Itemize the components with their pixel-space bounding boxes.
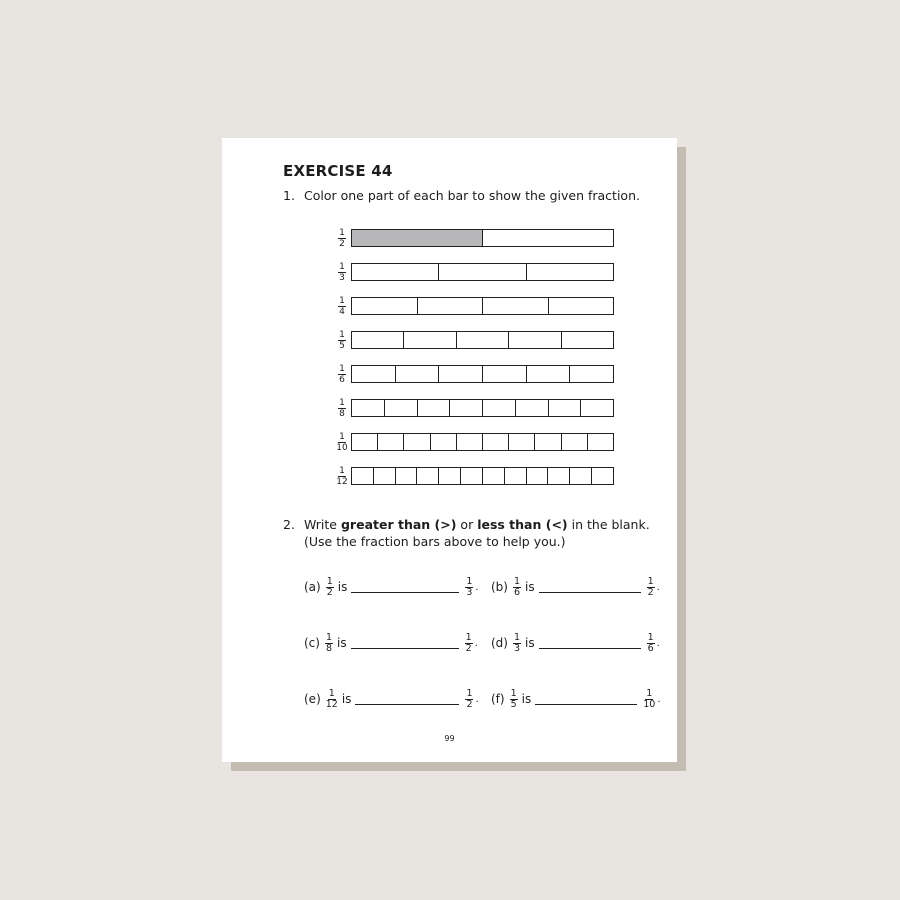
fraction-denominator: 5 [510,698,517,710]
fraction-label [335,330,349,351]
fraction-numerator: 1 [339,466,345,476]
bar-segment[interactable] [570,366,613,382]
fraction-label [335,432,349,453]
fraction-denominator: 2 [465,642,472,654]
right-fraction [465,633,473,654]
fraction-bar[interactable] [351,365,614,383]
fraction-numerator: 1 [339,398,345,408]
bar-segment[interactable] [562,332,613,348]
right-fraction [647,633,655,654]
question-2-number: 2. [283,517,295,532]
comparison-label: (c) [304,636,320,650]
fraction-denominator: 2 [466,698,473,710]
bar-segment[interactable] [378,434,404,450]
fraction-label [335,364,349,385]
fraction-numerator: 1 [339,364,345,374]
fraction-bar-row [335,228,625,250]
fraction-bar-row [335,296,625,318]
fraction-bar-row [335,262,625,284]
comparison-item [304,630,478,656]
bar-segment[interactable] [352,468,374,484]
fraction-bar[interactable] [351,467,614,485]
fraction-bar[interactable] [351,433,614,451]
question-2-text-middle: or [456,517,478,532]
bar-segment[interactable] [527,264,613,280]
fraction-bar[interactable] [351,331,614,349]
fraction-numerator: 1 [466,687,473,699]
bar-segment[interactable] [450,400,483,416]
answer-blank[interactable] [355,692,459,705]
bar-segment[interactable] [570,468,592,484]
is-text: is [341,692,352,706]
comparison-label: (f) [491,692,505,706]
fraction-numerator: 1 [339,296,345,306]
bar-segment[interactable] [396,468,418,484]
bar-segment[interactable] [562,434,588,450]
fraction-bar[interactable] [351,297,614,315]
bar-segment[interactable] [352,332,404,348]
bar-segment[interactable] [418,400,451,416]
fraction-bar-row [335,398,625,420]
comparison-item [491,574,660,600]
fraction-numerator: 1 [325,631,333,643]
fraction-bar[interactable] [351,263,614,281]
bar-segment[interactable] [527,468,549,484]
question-1-number: 1. [283,188,295,203]
fraction-numerator: 1 [328,687,335,699]
bar-segment[interactable] [588,434,613,450]
bar-segment[interactable] [527,366,571,382]
left-fraction [326,689,338,710]
fraction-label [335,228,349,249]
is-text: is [521,692,532,706]
bar-segment[interactable] [457,434,483,450]
period: . [474,637,478,649]
fraction-bar-row [335,466,625,488]
right-fraction [465,689,473,710]
bar-segment[interactable] [483,298,549,314]
comparison-label: (d) [491,636,508,650]
bar-segment[interactable] [374,468,396,484]
bar-segment[interactable] [396,366,440,382]
bar-segment[interactable] [385,400,418,416]
left-fraction [513,633,521,654]
worksheet-page [222,138,677,762]
comparison-label: (b) [491,580,508,594]
fraction-bar-row [335,432,625,454]
fraction-numerator: 1 [339,432,345,442]
fraction-numerator: 1 [510,687,517,699]
period: . [656,581,660,593]
bar-segment[interactable] [549,400,582,416]
fraction-label [335,296,349,317]
bar-segment[interactable] [483,400,516,416]
fraction-numerator: 1 [513,575,521,587]
answer-blank[interactable] [539,636,641,649]
bar-segment[interactable] [483,230,613,246]
fraction-denominator: 6 [339,375,345,385]
fraction-numerator: 1 [647,575,654,587]
fraction-denominator: 6 [513,586,521,598]
question-1-text: Color one part of each bar to show the given fraction. [304,188,640,203]
right-fraction [647,577,655,598]
question-2-text-before: Write [304,517,341,532]
bar-segment-colored[interactable] [352,230,483,246]
bar-segment[interactable] [431,434,457,450]
right-fraction [643,689,655,710]
fraction-label [335,398,349,419]
bar-segment[interactable] [505,468,527,484]
fraction-denominator: 8 [325,642,333,654]
exercise-title: EXERCISE 44 [283,162,393,180]
fraction-denominator: 2 [339,239,345,249]
bar-segment[interactable] [417,468,439,484]
comparison-label: (e) [304,692,321,706]
fraction-denominator: 3 [339,273,345,283]
bar-segment[interactable] [439,264,526,280]
is-text: is [337,636,347,650]
fraction-numerator: 1 [646,687,653,699]
fraction-denominator: 10 [336,443,348,453]
bar-segment[interactable] [535,434,561,450]
is-text: is [337,580,348,594]
fraction-label [335,262,349,283]
question-2-text-after: in the blank. [567,517,650,532]
fraction-bar-row [335,330,625,352]
fraction-denominator: 2 [647,586,654,598]
fraction-denominator: 4 [339,307,345,317]
fraction-denominator: 3 [466,586,473,598]
bar-segment[interactable] [483,366,527,382]
fraction-numerator: 1 [465,631,472,643]
fraction-denominator: 8 [339,409,345,419]
fraction-numerator: 1 [339,330,345,340]
period: . [656,637,660,649]
left-fraction [510,689,518,710]
bar-segment[interactable] [461,468,483,484]
fraction-numerator: 1 [326,575,333,587]
bar-segment[interactable] [352,366,396,382]
fraction-numerator: 1 [513,631,521,643]
answer-blank[interactable] [351,580,459,593]
left-fraction [513,577,521,598]
bar-segment[interactable] [404,434,430,450]
fraction-bar-row [335,364,625,386]
bar-segment[interactable] [581,400,613,416]
question-2 [283,516,650,550]
bar-segment[interactable] [516,400,549,416]
fraction-bar[interactable] [351,399,614,417]
question-1 [283,188,640,203]
fraction-numerator: 1 [339,262,345,272]
bar-segment[interactable] [352,264,439,280]
fraction-denominator: 12 [325,698,338,710]
page-number: 99 [444,734,455,743]
fraction-numerator: 1 [339,228,345,238]
greater-than-label: greater than (>) [340,517,457,532]
right-fraction [465,577,473,598]
bar-segment[interactable] [483,468,505,484]
fraction-denominator: 5 [339,341,345,351]
is-text: is [525,636,535,650]
bar-segment[interactable] [457,332,509,348]
comparison-item [304,686,479,712]
comparison-item [491,630,660,656]
period: . [657,693,661,705]
bar-segment[interactable] [418,298,484,314]
comparison-item [304,574,479,600]
bar-segment[interactable] [404,332,456,348]
fraction-denominator: 12 [336,477,348,487]
fraction-bar[interactable] [351,229,614,247]
bar-segment[interactable] [548,468,570,484]
fraction-denominator: 6 [647,642,654,654]
answer-blank[interactable] [539,580,641,593]
bar-segment[interactable] [509,434,535,450]
answer-blank[interactable] [351,636,459,649]
bar-segment[interactable] [509,332,561,348]
answer-blank[interactable] [535,692,637,705]
comparison-label: (a) [304,580,321,594]
less-than-label: less than (<) [477,517,568,532]
fraction-numerator: 1 [466,575,473,587]
period: . [475,581,479,593]
bar-segment[interactable] [439,366,483,382]
fraction-numerator: 1 [647,631,654,643]
left-fraction [326,577,334,598]
fraction-denominator: 2 [326,586,333,598]
bar-segment[interactable] [352,400,385,416]
comparison-item [491,686,661,712]
bar-segment[interactable] [352,434,378,450]
bar-segment[interactable] [439,468,461,484]
is-text: is [525,580,535,594]
fraction-label [335,466,349,487]
bar-segment[interactable] [483,434,509,450]
fraction-denominator: 3 [513,642,521,654]
fraction-denominator: 10 [643,698,656,710]
bar-segment[interactable] [352,298,418,314]
bar-segment[interactable] [549,298,614,314]
period: . [475,693,479,705]
left-fraction [325,633,333,654]
bar-segment[interactable] [592,468,613,484]
question-2-hint: (Use the fraction bars above to help you.) [304,534,566,549]
